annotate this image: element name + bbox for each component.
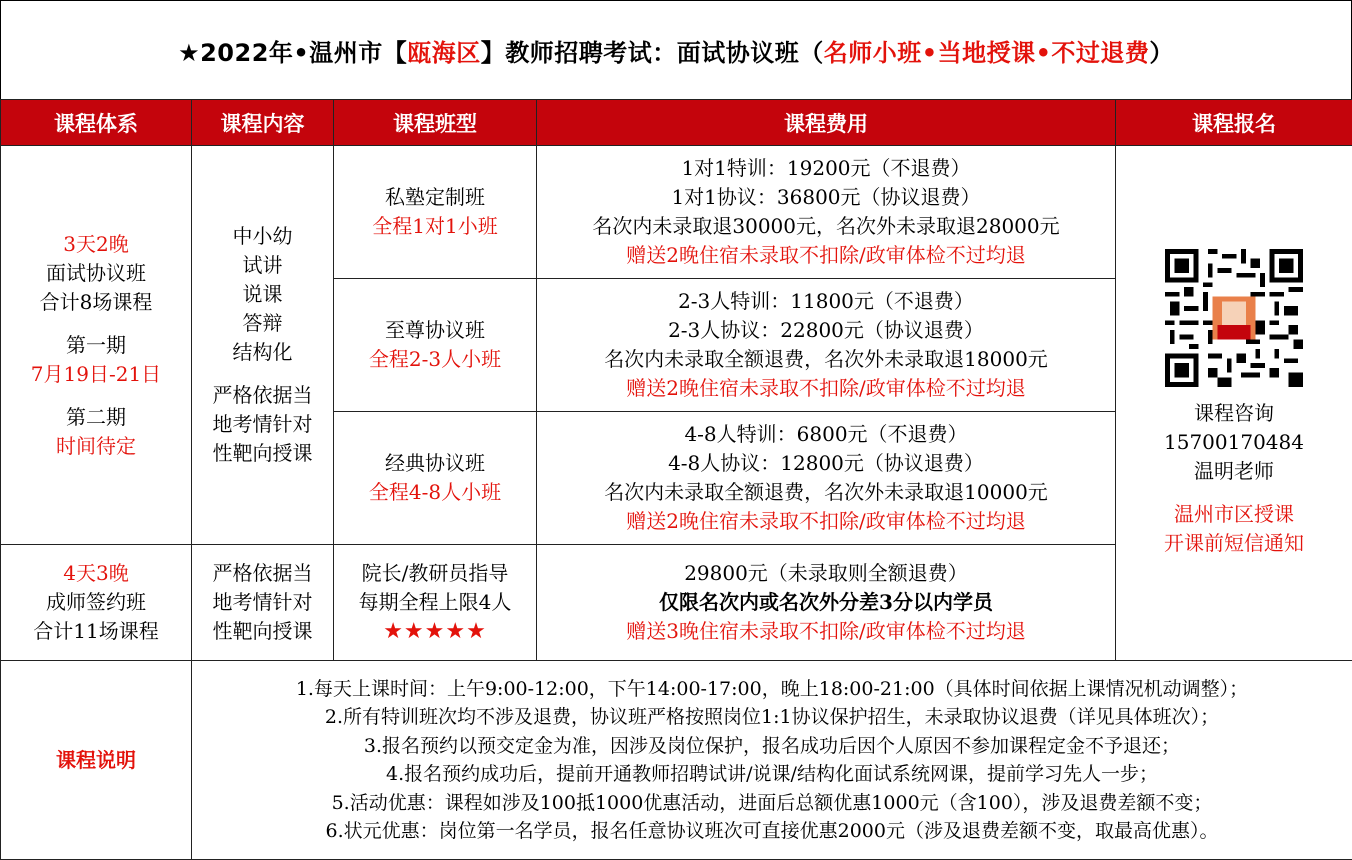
note-item: 2.所有特训班次均不涉及退费，协议班严格按照岗位1:1协议保护招生，未录取协议退费（详见具体班次）； [192, 703, 1352, 732]
content-line: 结构化 [192, 338, 333, 367]
class-type-cell [334, 412, 537, 545]
content-desc: 性靶向授课 [192, 617, 333, 646]
fee-line: 名次内未录取退30000元，名次外未录取退28000元 [537, 212, 1115, 241]
course-table [0, 99, 1352, 860]
fee-cell [537, 545, 1116, 661]
content-desc: 严格依据当 [192, 559, 333, 588]
class-line: 每期全程上限4人 [334, 588, 536, 617]
course-a-period1-dates: 7月19日-21日 [1, 360, 191, 389]
title-prefix: ★2022年•温州市【 [178, 33, 407, 68]
course-a-period2-label: 第二期 [1, 403, 191, 432]
class-type-cell [334, 146, 537, 279]
content-line: 试讲 [192, 251, 333, 280]
title-highlight: 名师小班•当地授课•不过退费 [824, 33, 1150, 68]
class-size: 全程2-3人小班 [334, 345, 536, 374]
note-item: 6.状元优惠：岗位第一名学员，报名任意协议班次可直接优惠2000元（涉及退费差额不变，取最高优惠）。 [192, 817, 1352, 846]
course-b-sessions: 合计11场课程 [1, 617, 191, 646]
fee-bonus: 赠送2晚住宿未录取不扣除/政审体检不过均退 [537, 241, 1115, 270]
class-line: 院长/教研员指导 [334, 559, 536, 588]
title-suffix: ） [1149, 33, 1174, 68]
qr-code-icon[interactable] [1165, 249, 1303, 387]
signup-cell [1116, 146, 1352, 661]
signup-note-location: 温州市区授课 [1116, 500, 1352, 529]
content-desc: 地考情针对 [192, 588, 333, 617]
title-middle: 】教师招聘考试：面试协议班（ [481, 33, 824, 68]
fee-cell [537, 146, 1116, 279]
class-name: 私塾定制班 [334, 183, 536, 212]
header-system: 课程体系 [1, 100, 192, 146]
class-size: 全程4-8人小班 [334, 478, 536, 507]
fee-line: 29800元（未录取则全额退费） [537, 559, 1115, 588]
fee-line: 1对1特训：19200元（不退费） [537, 154, 1115, 183]
class-type-cell [334, 279, 537, 412]
fee-line: 名次内未录取全额退费，名次外未录取退10000元 [537, 478, 1115, 507]
course-a-sessions: 合计8场课程 [1, 288, 191, 317]
fee-line: 4-8人特训：6800元（不退费） [537, 420, 1115, 449]
note-item: 3.报名预约以预交定金为准，因涉及岗位保护，报名成功后因个人原因不参加课程定金不予退还； [192, 732, 1352, 761]
content-desc: 严格依据当 [192, 381, 333, 410]
notes-label: 课程说明 [1, 661, 192, 860]
header-content: 课程内容 [192, 100, 334, 146]
fee-bonus: 赠送2晚住宿未录取不扣除/政审体检不过均退 [537, 507, 1115, 536]
note-item: 1.每天上课时间：上午9:00-12:00，下午14:00-17:00，晚上18:00-21:00（具体时间依据上课情况机动调整）； [192, 675, 1352, 704]
notes-list [192, 661, 1352, 860]
course-b-duration: 4天3晚 [1, 559, 191, 588]
header-row [1, 100, 1352, 146]
fee-condition: 仅限名次内或名次外分差3分以内学员 [537, 588, 1115, 617]
course-a-period1-label: 第一期 [1, 331, 191, 360]
course-a-system [1, 146, 192, 545]
fee-bonus: 赠送3晚住宿未录取不扣除/政审体检不过均退 [537, 617, 1115, 646]
note-item: 4.报名预约成功后，提前开通教师招聘试讲/说课/结构化面试系统网课，提前学习先人一步； [192, 760, 1352, 789]
course-b-name: 成师签约班 [1, 588, 191, 617]
content-line: 说课 [192, 280, 333, 309]
class-size: 全程1对1小班 [334, 212, 536, 241]
signup-note-notice: 开课前短信通知 [1116, 529, 1352, 558]
note-item: 5.活动优惠：课程如涉及100抵1000优惠活动，进面后总额优惠1000元（含100），涉及退费差额不变； [192, 789, 1352, 818]
course-a-duration: 3天2晚 [1, 230, 191, 259]
header-class-type: 课程班型 [334, 100, 537, 146]
course-b-system [1, 545, 192, 661]
rating-stars: ★★★★★ [334, 617, 536, 646]
fee-line: 1对1协议：36800元（协议退费） [537, 183, 1115, 212]
consult-label: 课程咨询 [1116, 399, 1352, 428]
course-a-name: 面试协议班 [1, 259, 191, 288]
class-type-cell [334, 545, 537, 661]
fee-line: 2-3人特训：11800元（不退费） [537, 287, 1115, 316]
fee-line: 名次内未录取全额退费，名次外未录取退18000元 [537, 345, 1115, 374]
fee-bonus: 赠送2晚住宿未录取不扣除/政审体检不过均退 [537, 374, 1115, 403]
table-row [1, 146, 1352, 279]
content-line: 中小幼 [192, 222, 333, 251]
class-name: 至尊协议班 [334, 316, 536, 345]
fee-line: 4-8人协议：12800元（协议退费） [537, 449, 1115, 478]
header-signup: 课程报名 [1116, 100, 1352, 146]
header-fee: 课程费用 [537, 100, 1116, 146]
page-title [0, 0, 1352, 99]
fee-cell [537, 279, 1116, 412]
consult-teacher: 温明老师 [1116, 457, 1352, 486]
consult-phone[interactable]: 15700170484 [1116, 428, 1352, 457]
course-a-period2-dates: 时间待定 [1, 432, 191, 461]
content-desc: 性靶向授课 [192, 439, 333, 468]
notes-row [1, 661, 1352, 860]
content-desc: 地考情针对 [192, 410, 333, 439]
content-line: 答辩 [192, 309, 333, 338]
course-a-content [192, 146, 334, 545]
fee-cell [537, 412, 1116, 545]
class-name: 经典协议班 [334, 449, 536, 478]
title-district: 瓯海区 [407, 33, 481, 68]
fee-line: 2-3人协议：22800元（协议退费） [537, 316, 1115, 345]
course-b-content [192, 545, 334, 661]
